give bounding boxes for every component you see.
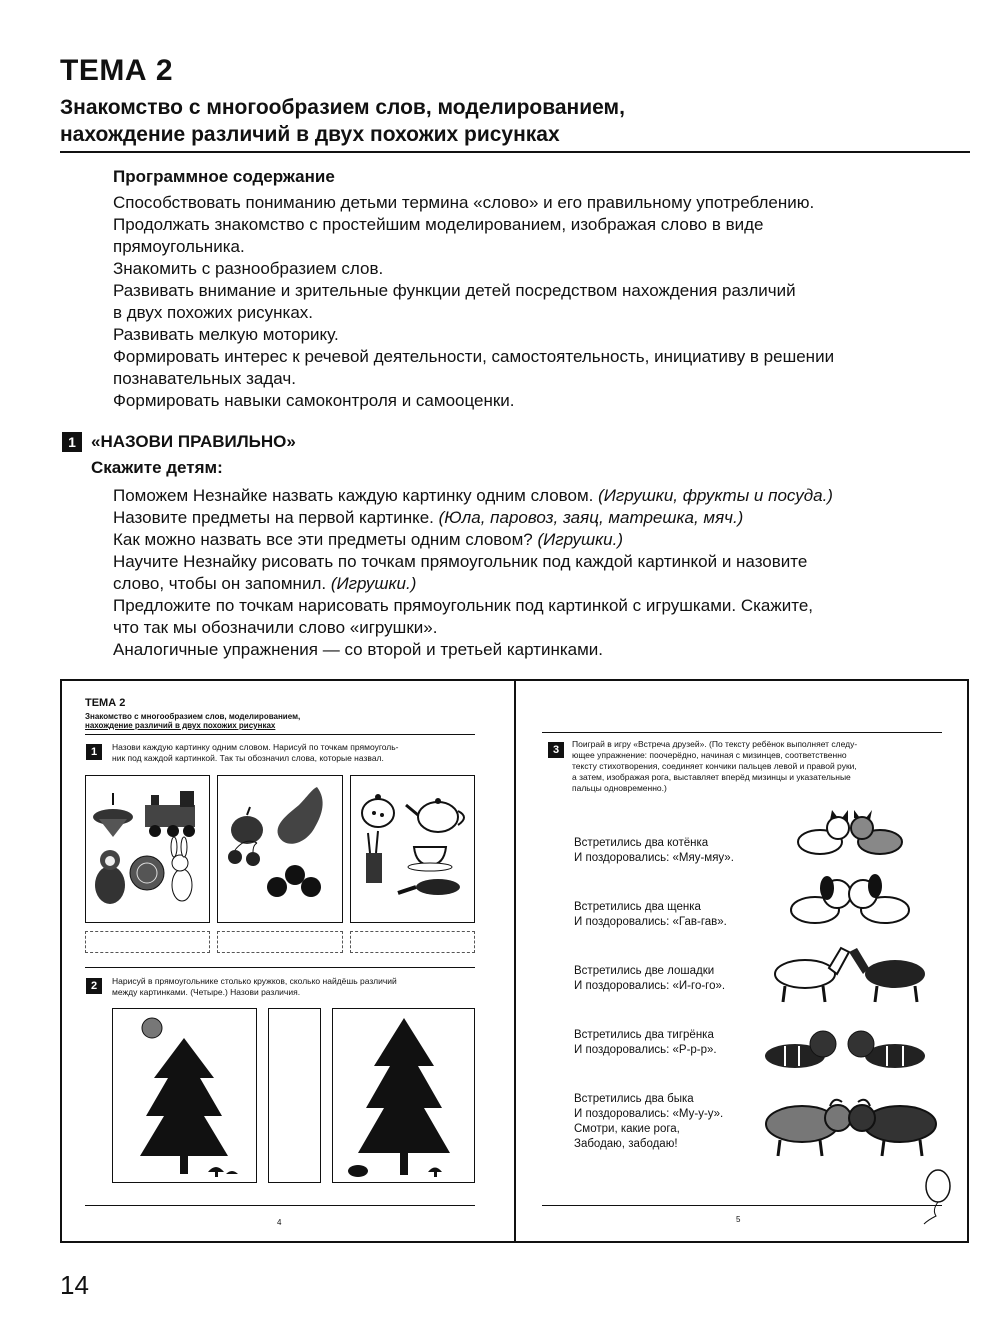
poem-line: И поздоровались: «Р-р-р».: [574, 1044, 717, 1056]
instruction-line: Предложите по точкам нарисовать прямоугольник под картинкой с игрушками. Скажите,: [113, 596, 814, 615]
program-heading: Программное содержание: [113, 167, 335, 186]
dishes-illustration: [350, 775, 475, 923]
sugar-bowl-icon: [362, 794, 394, 827]
subtitle-line: нахождение различий в двух похожих рисунках: [60, 123, 560, 146]
mushroom-icon: [428, 1168, 442, 1178]
ball-icon: [130, 856, 164, 890]
task-line: тексту стихотворения, соединяет кончики пальцев левой и правой руки,: [572, 761, 857, 771]
horse-icon: [775, 948, 849, 1002]
header-rule: [60, 151, 970, 153]
task2-text: [112, 976, 482, 998]
exercise-number-badge: 1: [62, 432, 82, 452]
poem-line: Встретились два котёнка: [574, 837, 709, 849]
task-line: ник под каждой картинкой. Так ты обозначил слова, которые назвал.: [112, 753, 384, 763]
poem-line: Смотри, какие рога,: [574, 1123, 680, 1135]
poem-line: И поздоровались: «Мяу-мяу».: [574, 852, 734, 864]
say-heading: Скажите детям:: [91, 458, 223, 477]
tiger-cub-icon: [848, 1031, 925, 1068]
spruce-right-illustration: [332, 1008, 475, 1183]
task3-text: [572, 739, 940, 794]
mini-page-number: 4: [277, 1218, 282, 1227]
task-line: Нарисуй в прямоугольнике столько кружков, сколько найдёшь различий: [112, 976, 397, 986]
instruction-line: [113, 573, 973, 595]
instruction-line: [113, 485, 973, 507]
train-icon: [145, 791, 195, 837]
task-line: Назови каждую картинку одним словом. Нарисуй по точкам прямоуголь-: [112, 742, 399, 752]
instruction-answer: (Игрушки, фрукты и посуда.): [598, 486, 833, 505]
mini-page-number: 5: [736, 1215, 741, 1224]
plums-icon: [267, 865, 321, 897]
program-line: Продолжать знакомство с простейшим моделированием, изображая слово в виде: [113, 215, 764, 234]
workbook-spine: [514, 679, 516, 1243]
bull-icon: [766, 1100, 851, 1156]
program-line: Формировать интерес к речевой деятельности, самостоятельность, инициативу в решении: [113, 347, 835, 366]
balloon-icon: [918, 1168, 952, 1224]
bulls-illustration: [760, 1090, 940, 1160]
teapot-icon: [406, 798, 464, 832]
instruction-line: Научите Незнайку рисовать по точкам прямоугольник под каждой картинкой и назовите: [113, 552, 808, 571]
poem-line: Встретились два щенка: [574, 901, 701, 913]
mini-theme-title: ТЕМА 2: [85, 697, 126, 709]
hedgehog-icon: [348, 1165, 368, 1177]
program-line: Формировать навыки самоконтроля и самооценки.: [113, 391, 515, 410]
mini-rule: [542, 732, 942, 733]
puppies-illustration: [785, 872, 915, 930]
frying-pan-icon: [398, 879, 460, 895]
page-number: 14: [60, 1270, 89, 1300]
horses-illustration: [765, 938, 935, 1008]
matryoshka-icon: [95, 850, 125, 904]
kitten-icon: [851, 810, 902, 854]
mini-rule: [85, 1205, 475, 1206]
poem-line: И поздоровались: «Гав-гав».: [574, 916, 727, 928]
sun-icon: [142, 1018, 162, 1038]
toys-illustration: [85, 775, 210, 923]
instruction-text: Как можно назвать все эти предметы одним словом?: [113, 530, 538, 549]
task1-text: [112, 742, 482, 764]
dotted-rectangle[interactable]: [350, 931, 475, 953]
instruction-line: Аналогичные упражнения — со второй и третьей картинками.: [113, 640, 604, 659]
program-line: Знакомить с разнообразием слов.: [113, 259, 384, 278]
teacup-icon: [408, 847, 452, 871]
mini-rule: [85, 967, 475, 968]
task-line: между картинками. (Четыре.) Назови различия.: [112, 987, 301, 997]
task-line: Поиграй в игру «Встреча друзей». (По тексту ребёнок выполняет следу-: [572, 739, 858, 749]
exercise-instructions: [113, 485, 973, 661]
poem-line: Встретились два тигрёнка: [574, 1029, 714, 1041]
kitten-icon: [798, 810, 849, 854]
program-line: Способствовать пониманию детьми термина «слово» и его правильному употреблению.: [113, 193, 815, 212]
spruce-left-illustration: [112, 1008, 257, 1183]
exercise-title: «НАЗОВИ ПРАВИЛЬНО»: [91, 432, 296, 451]
instruction-line: что так мы обозначили слово «игрушки».: [113, 618, 438, 637]
task-number-badge: 1: [86, 744, 102, 760]
poem-stanza: [574, 836, 734, 866]
bull-icon: [849, 1100, 936, 1156]
instruction-text: слово, чтобы он запомнил.: [113, 574, 331, 593]
instruction-answer: (Игрушки.): [537, 530, 624, 549]
program-line: познавательных задач.: [113, 369, 296, 388]
cherries-icon: [228, 841, 260, 866]
tiger-cub-icon: [765, 1031, 836, 1068]
answer-rectangle[interactable]: [268, 1008, 321, 1183]
poem-stanza: [574, 1028, 717, 1058]
poem-stanza: [574, 1092, 723, 1152]
poem-line: Встретились два быка: [574, 1093, 694, 1105]
task-line: пальцы одновременно.): [572, 783, 667, 793]
spruce-tree-icon: [358, 1018, 450, 1175]
program-line: в двух похожих рисунках.: [113, 303, 314, 322]
instruction-line: [113, 507, 973, 529]
mini-subtitle-line: Знакомство с многообразием слов, моделированием,: [85, 712, 301, 721]
instruction-answer: (Юла, паровоз, заяц, матрешка, мяч.): [438, 508, 744, 527]
mini-rule: [85, 734, 475, 735]
dotted-rectangle[interactable]: [85, 931, 210, 953]
horse-icon: [849, 948, 925, 1002]
program-line: прямоугольника.: [113, 237, 245, 256]
program-list: [113, 192, 943, 412]
puppy-icon: [849, 874, 909, 923]
task-number-badge: 2: [86, 978, 102, 994]
mini-theme-subtitle: [85, 712, 485, 730]
task-line: ющее упражнение: поочерёдно, начиная с мизинцев, соответственно: [572, 750, 847, 760]
pear-icon: [278, 787, 323, 844]
instruction-answer: (Игрушки.): [330, 574, 417, 593]
theme-subtitle: [60, 94, 960, 148]
poem-line: Забодаю, забодаю!: [574, 1138, 678, 1150]
mini-rule: [542, 1205, 942, 1206]
poem-stanza: [574, 964, 725, 994]
mushroom-icon: [208, 1167, 238, 1177]
theme-title: ТЕМА 2: [60, 54, 174, 87]
dotted-rectangle[interactable]: [217, 931, 343, 953]
cutlery-cup-icon: [366, 831, 382, 883]
puppy-icon: [791, 876, 851, 923]
program-line: Развивать мелкую моторику.: [113, 325, 339, 344]
poem-line: И поздоровались: «И-го-го».: [574, 980, 726, 992]
apple-icon: [231, 807, 263, 844]
fruits-illustration: [217, 775, 343, 923]
bunny-icon: [171, 837, 192, 901]
subtitle-line: Знакомство с многообразием слов, моделированием,: [60, 96, 625, 119]
instruction-text: Назовите предметы на первой картинке.: [113, 508, 439, 527]
tiger-cubs-illustration: [755, 1022, 935, 1080]
spruce-tree-icon: [140, 1038, 228, 1174]
instruction-line: [113, 529, 973, 551]
task-number-badge: 3: [548, 742, 564, 758]
program-line: Развивать внимание и зрительные функции детей посредством нахождения различий: [113, 281, 796, 300]
poem-stanza: [574, 900, 727, 930]
instruction-text: Поможем Незнайке назвать каждую картинку одним словом.: [113, 486, 599, 505]
kittens-illustration: [790, 810, 910, 862]
poem-line: И поздоровались: «Му-у-у».: [574, 1108, 724, 1120]
spinning-top-icon: [93, 793, 133, 837]
mini-subtitle-line: нахождение различий в двух похожих рисунках: [85, 721, 276, 730]
poem-line: Встретились две лошадки: [574, 965, 715, 977]
task-line: а затем, изображая рога, выставляет вперёд мизинцы и указательные: [572, 772, 851, 782]
